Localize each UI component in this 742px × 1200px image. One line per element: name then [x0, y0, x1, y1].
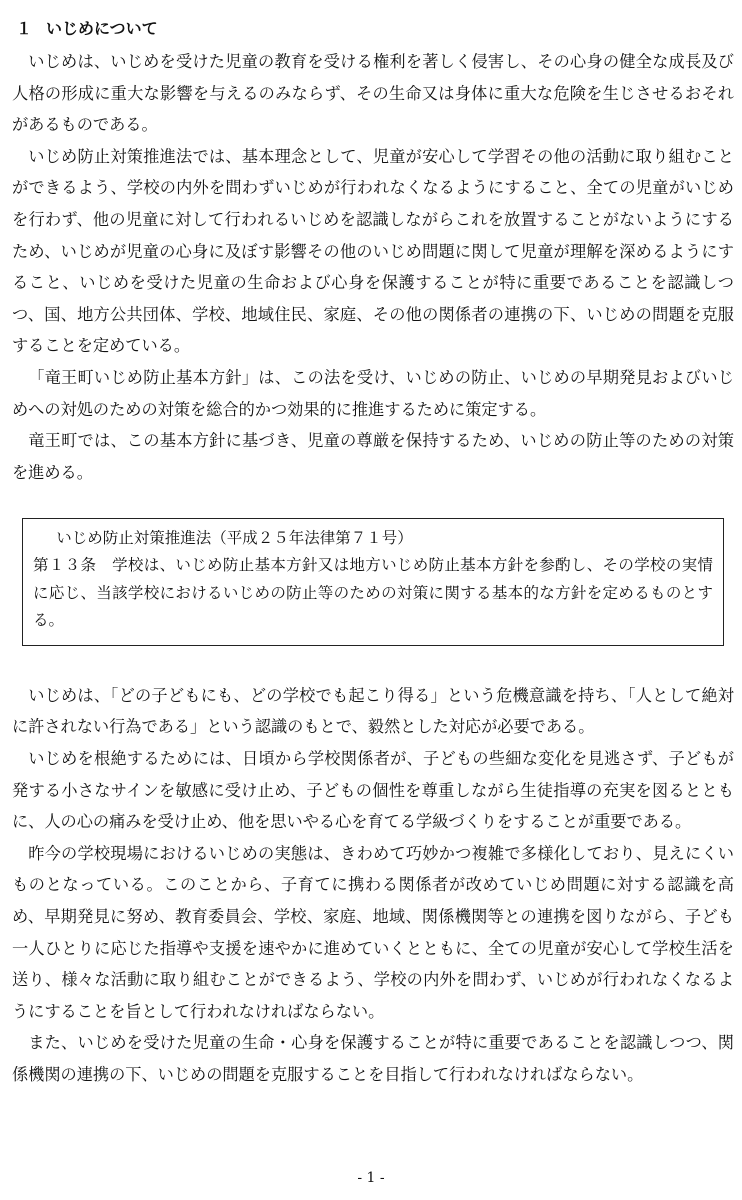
- paragraph-awareness: いじめは、「どの子どもにも、どの学校でも起こり得る」という危機意識を持ち、「人として絶対に許されない行為である」という認識のもとで、毅然とした対応が必要である。: [12, 685, 734, 737]
- paragraph-definition: いじめは、いじめを受けた児童の教育を受ける権利を著しく侵害し、その心身の健全な成長及び人格の形成に重大な影響を与えるのみならず、その生命又は身体に重大な危険を生じさせるおそれがあるものである。: [12, 52, 734, 135]
- section-heading: [12, 18, 734, 40]
- section-title: いじめについて: [46, 19, 158, 38]
- law-excerpt-box: [22, 518, 724, 646]
- document-page: [12, 18, 734, 1091]
- section-number: １: [16, 19, 33, 38]
- paragraph-eradication: いじめを根絶するためには、日頃から学校関係者が、子どもの些細な変化を見逃さず、子どもが発する小さなサインを敏感に受け止め、子どもの個性を尊重しながら生徒指導の充実を図るとともに、人の心の痛みを受け止め、他を思いやる心を育てる学級づくりをすることが重要である。: [12, 749, 734, 832]
- paragraph-current-state: 昨今の学校現場におけるいじめの実態は、きわめて巧妙かつ複雑で多様化しており、見えにくいものとなっている。このことから、子育てに携わる関係者が改めていじめ問題に対する認識を高め、早期発見に努め、教育委員会、学校、家庭、地域、関係機関等との連携を図りながら、子ども一人ひとりに応じた指導や支援を速やかに進めていくとともに、全ての児童が安心して学校生活を送り、様々な活動に取り組むことができるよう、学校の内外を問わず、いじめが行われなくなるようにすることを旨として行われなければならない。: [12, 843, 734, 1021]
- paragraph-protection: また、いじめを受けた児童の生命・心身を保護することが特に重要であることを認識しつつ、関係機関の連携の下、いじめの問題を克服することを目指して行われなければならない。: [12, 1033, 734, 1084]
- law-excerpt-title: いじめ防止対策推進法（平成２５年法律第７１号）: [56, 529, 413, 548]
- policy-section: [12, 680, 734, 1091]
- paragraph-town-policy: 「竜王町いじめ防止基本方針」は、この法を受け、いじめの防止、いじめの早期発見およびいじめへの対処のための対策を総合的かつ効果的に推進するために策定する。: [12, 367, 734, 419]
- law-excerpt-body: 第１３条 学校は、いじめ防止基本方針又は地方いじめ防止基本方針を参酌し、その学校の実情に応じ、当該学校におけるいじめの防止等のための対策に関する基本的な方針を定めるものとする。: [33, 556, 713, 630]
- page-number: - 1 -: [357, 1170, 385, 1186]
- paragraph-town-measures: 竜王町では、この基本方針に基づき、児童の尊厳を保持するため、いじめの防止等のための対策を進める。: [12, 431, 734, 482]
- paragraph-law-principles: いじめ防止対策推進法では、基本理念として、児童が安心して学習その他の活動に取り組むことができるよう、学校の内外を問わずいじめが行われなくなるようにすること、全ての児童がいじめを行わず、他の児童に対して行われるいじめを認識しながらこれを放置することがないようにするため、いじめが児童の心身に及ぼす影響その他のいじめ問題に関して児童が理解を深めるようにすること、いじめを受けた児童の生命および心身を保護することが特に重要であることを認識しつつ、国、地方公共団体、学校、地域住民、家庭、その他の関係者の連携の下、いじめの問題を克服することを定めている。: [12, 146, 734, 356]
